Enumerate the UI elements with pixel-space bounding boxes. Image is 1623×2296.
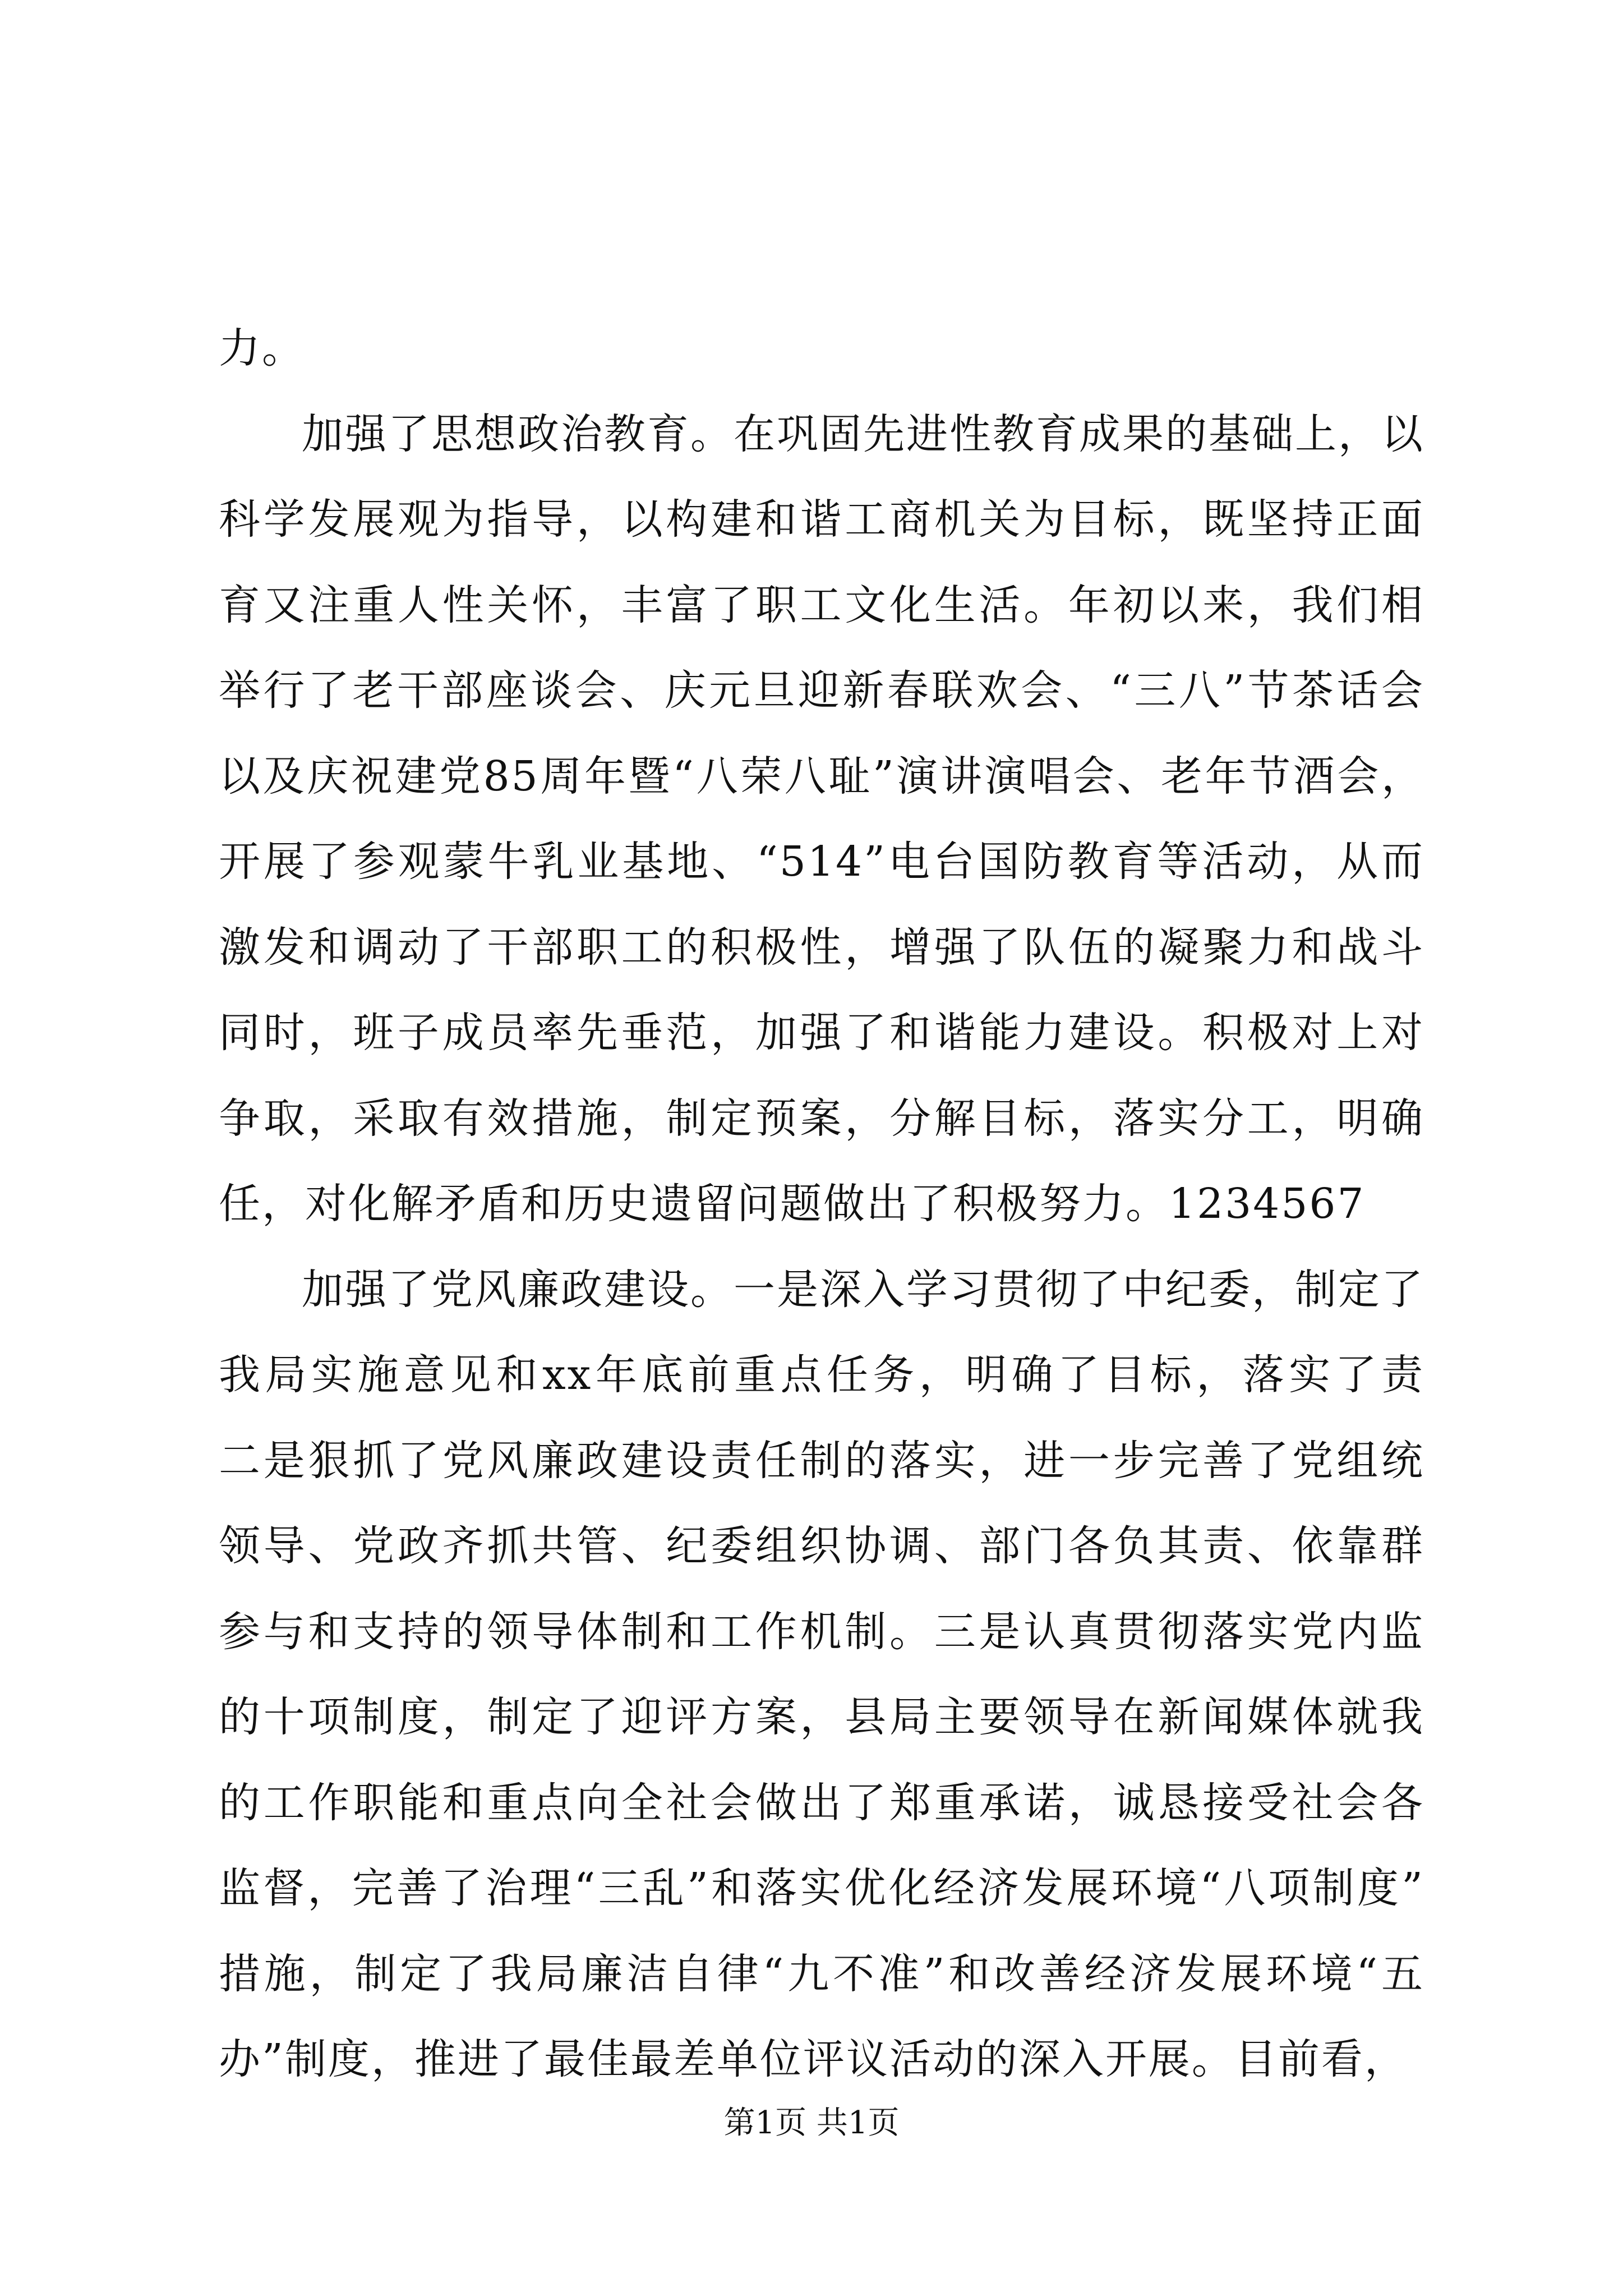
text-line: 加强了思想政治教育。在巩固先进性教育成果的基础上，以 bbox=[302, 409, 1424, 458]
text-line: 任，对化解矛盾和历史遗留问题做出了积极努力。1234567 bbox=[219, 1180, 1366, 1228]
text-line: 以及庆祝建党85周年暨“八荣八耻”演讲演唱会、老年节酒会， bbox=[219, 752, 1424, 800]
text-line: 措施，制定了我局廉洁自律“九不准”和改善经济发展环境“五 bbox=[219, 1949, 1424, 1998]
text-line: 我局实施意见和xx年底前重点任务，明确了目标，落实了责 bbox=[219, 1351, 1424, 1399]
text-line: 同时，班子成员率先垂范，加强了和谐能力建设。积极对上对 bbox=[219, 1009, 1424, 1057]
text-line: 参与和支持的领导体制和工作机制。三是认真贯彻落实党内监 bbox=[219, 1607, 1424, 1656]
text-line: 办”制度，推进了最佳最差单位评议活动的深入开展。目前看， bbox=[219, 2035, 1408, 2083]
text-line: 育又注重人性关怀，丰富了职工文化生活。年初以来，我们相 bbox=[219, 581, 1424, 629]
text-line: 激发和调动了干部职工的积极性，增强了队伍的凝聚力和战斗 bbox=[219, 923, 1424, 972]
text-line: 的十项制度，制定了迎评方案，县局主要领导在新闻媒体就我 bbox=[219, 1693, 1424, 1741]
text-line: 二是狠抓了党风廉政建设责任制的落实，进一步完善了党组统 bbox=[219, 1436, 1424, 1485]
text-line: 开展了参观蒙牛乳业基地、“514”电台国防教育等活动，从而 bbox=[219, 838, 1424, 886]
text-line: 加强了党风廉政建设。一是深入学习贯彻了中纪委，制定了 bbox=[302, 1265, 1424, 1314]
paragraph bbox=[219, 392, 1424, 1247]
paragraph bbox=[219, 1247, 1424, 2102]
text-line: 举行了老干部座谈会、庆元旦迎新春联欢会、“三八”节茶话会 bbox=[219, 666, 1424, 715]
paragraph bbox=[219, 306, 1424, 392]
text-line: 领导、党政齐抓共管、纪委组织协调、部门各负其责、依靠群 bbox=[219, 1522, 1424, 1570]
text-line: 监督，完善了治理“三乱”和落实优化经济发展环境“八项制度” bbox=[219, 1864, 1424, 1912]
text-line: 争取，采取有效措施，制定预案，分解目标，落实分工，明确 bbox=[219, 1094, 1424, 1143]
page-footer: 第1页 共1页 bbox=[723, 2105, 900, 2141]
text-line: 力。 bbox=[219, 324, 305, 372]
text-line: 科学发展观为指导，以构建和谐工商机关为目标，既坚持正面 bbox=[219, 495, 1424, 544]
text-line: 的工作职能和重点向全社会做出了郑重承诺，诚恳接受社会各 bbox=[219, 1778, 1424, 1827]
document-body bbox=[219, 306, 1424, 2102]
